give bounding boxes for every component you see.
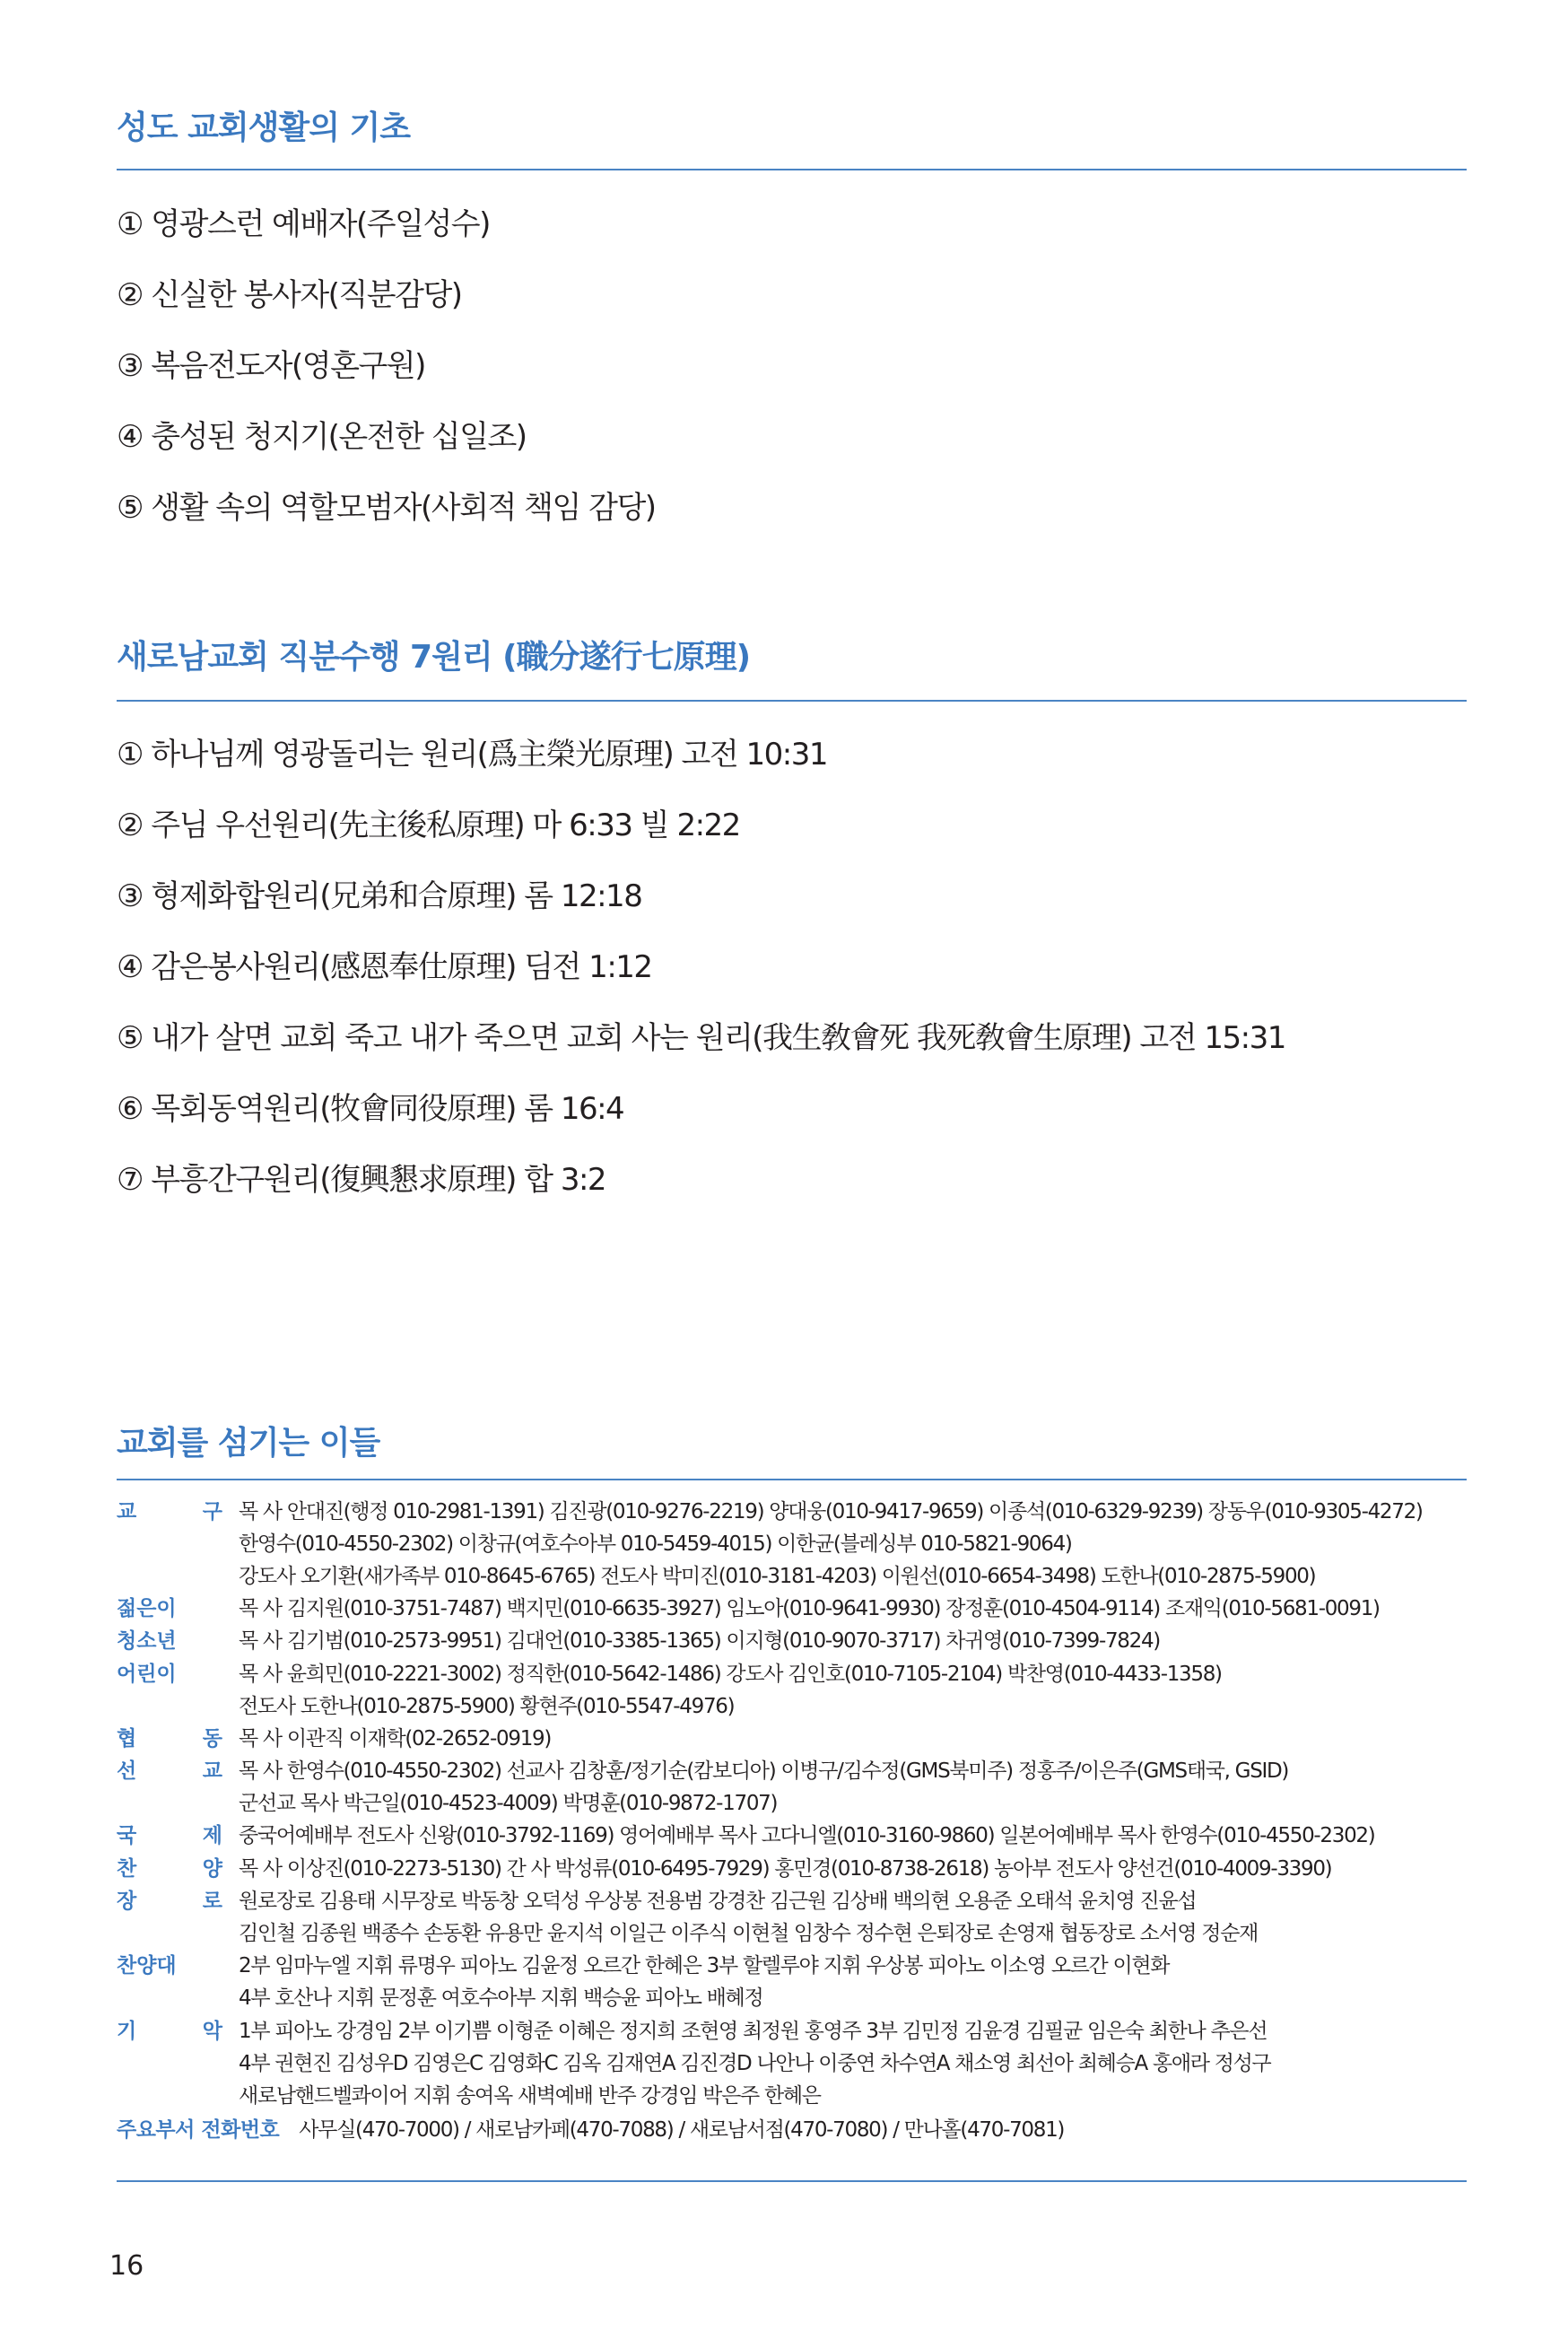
staff-row [117, 1558, 1467, 1590]
basics-item-4: ④ 충성된 청지기(온전한 십일조) [117, 419, 527, 455]
staff-text: 4부 호산나 지휘 문정훈 여호수아부 지휘 백승윤 피아노 배혜정 [239, 1986, 763, 2011]
staff-row [117, 1882, 1467, 1915]
principle-item-3: ③ 형제화합원리(兄弟和合原理) 롬 12:18 [117, 878, 642, 914]
staff-text: 군선교 목사 박근일(010-4523-4009) 박명훈(010-9872-1707) [239, 1792, 778, 1816]
staff-label: 장 로 [117, 1889, 222, 1913]
principle-item-2: ② 주님 우선원리(先主後私原理) 마 6:33 빌 2:22 [117, 808, 740, 843]
staff-label: 교 구 [117, 1499, 222, 1523]
section-divider [117, 1479, 1467, 1480]
section-title-staff: 교회를 섬기는 이들 [117, 1425, 380, 1462]
staff-row [117, 1980, 1467, 2012]
staff-text: 2부 임마누엘 지휘 류명우 피아노 김윤정 오르간 한혜은 3부 할렐루야 지휘 우상봉 피아노 이소영 오르간 이현화 [239, 1954, 1170, 1978]
staff-label: 찬양대 [117, 1954, 177, 1978]
department-phones-text: 사무실(470-7000) / 새로남카페(470-7088) / 새로남서점(470-7080) / 만나홀(470-7081) [299, 2118, 1065, 2143]
section-divider [117, 169, 1467, 170]
staff-text: 목 사 안대진(행정 010-2981-1391) 김진광(010-9276-2219) 양대웅(010-9417-9659) 이종석(010-6329-9239) 장동우(010-9305-4272) [239, 1499, 1423, 1523]
basics-item-2: ② 신실한 봉사자(직분감당) [117, 277, 462, 313]
staff-label: 청소년 [117, 1629, 177, 1654]
principle-item-5: ⑤ 내가 살면 교회 죽고 내가 죽으면 교회 사는 원리(我生敎會死 我死敎會生原理) 고전 15:31 [117, 1020, 1285, 1056]
staff-label: 젊은이 [117, 1597, 177, 1621]
principle-item-6: ⑥ 목회동역원리(牧會同役原理) 롬 16:4 [117, 1091, 624, 1127]
staff-label: 어린이 [117, 1662, 177, 1686]
staff-text: 목 사 이관직 이재학(02-2652-0919) [239, 1726, 552, 1750]
staff-text: 전도사 도한나(010-2875-5900) 황현주(010-5547-4976) [239, 1694, 735, 1718]
staff-text: 목 사 윤희민(010-2221-3002) 정직한(010-5642-1486) 강도사 김인호(010-7105-2104) 박찬영(010-4433-1358) [239, 1662, 1222, 1686]
staff-text: 원로장로 김용태 시무장로 박동창 오덕성 우상봉 전용범 강경찬 김근원 김상배 백의현 오용준 오태석 윤치영 진윤섭 [239, 1889, 1197, 1913]
staff-text: 강도사 오기환(새가족부 010-8645-6765) 전도사 박미진(010-3181-4203) 이원선(010-6654-3498) 도한나(010-2875-5900) [239, 1564, 1316, 1588]
staff-text: 1부 피아노 강경임 2부 이기쁨 이형준 이혜은 정지희 조현영 최정원 홍영주 3부 김민정 김윤경 김필균 임은숙 최한나 추은선 [239, 2019, 1267, 2043]
page-number: 16 [109, 2250, 144, 2282]
staff-label: 기 악 [117, 2019, 222, 2043]
principle-item-7: ⑦ 부흥간구원리(復興懇求原理) 합 3:2 [117, 1162, 606, 1198]
staff-directory [117, 1493, 1467, 2146]
staff-row [117, 1753, 1467, 1785]
staff-row [117, 1688, 1467, 1720]
staff-row [117, 1915, 1467, 1947]
staff-text: 한영수(010-4550-2302) 이창규(여호수아부 010-5459-4015) 이한균(블레싱부 010-5821-9064) [239, 1532, 1072, 1556]
staff-row [117, 1591, 1467, 1623]
staff-row [117, 2077, 1467, 2109]
department-phones-label: 주요부서 전화번호 [117, 2118, 280, 2143]
staff-text: 중국어예배부 전도사 신왕(010-3792-1169) 영어예배부 목사 고다니엘(010-3160-9860) 일본어예배부 목사 한영수(010-4550-2302) [239, 1824, 1375, 1848]
staff-row [117, 2045, 1467, 2077]
staff-row [117, 1818, 1467, 1850]
staff-row [117, 2012, 1467, 2045]
staff-row [117, 1720, 1467, 1752]
staff-text: 목 사 이상진(010-2273-5130) 간 사 박성류(010-6495-7929) 홍민경(010-8738-2618) 농아부 전도사 양선건(010-4009-3390) [239, 1856, 1332, 1881]
section-title-basics: 성도 교회생활의 기초 [117, 109, 411, 146]
staff-row [117, 1493, 1467, 1525]
section-divider [117, 700, 1467, 702]
staff-label: 찬 양 [117, 1856, 222, 1881]
basics-item-3: ③ 복음전도자(영혼구원) [117, 348, 425, 384]
section-divider [117, 2180, 1467, 2182]
basics-item-5: ⑤ 생활 속의 역할모범자(사회적 책임 감당) [117, 490, 656, 526]
department-phones-row [117, 2110, 1467, 2146]
principle-item-4: ④ 감은봉사원리(感恩奉仕原理) 딤전 1:12 [117, 949, 652, 985]
staff-text: 목 사 김기범(010-2573-9951) 김대언(010-3385-1365) 이지형(010-9070-3717) 차귀영(010-7399-7824) [239, 1629, 1160, 1654]
staff-label: 선 교 [117, 1759, 222, 1784]
staff-row [117, 1623, 1467, 1655]
staff-row [117, 1525, 1467, 1558]
staff-row [117, 1850, 1467, 1882]
staff-text: 목 사 김지원(010-3751-7487) 백지민(010-6635-3927) 임노아(010-9641-9930) 장정훈(010-4504-9114) 조재익(010-5681-0091) [239, 1597, 1380, 1621]
staff-row [117, 1948, 1467, 1980]
staff-text: 김인철 김종원 백종수 손동환 유용만 윤지석 이일근 이주식 이현철 임창수 정수현 은퇴장로 손영재 협동장로 소서영 정순재 [239, 1922, 1259, 1946]
staff-row [117, 1785, 1467, 1818]
basics-item-1: ① 영광스런 예배자(주일성수) [117, 206, 490, 242]
staff-row [117, 1655, 1467, 1688]
staff-text: 새로남핸드벨콰이어 지휘 송여옥 새벽예배 반주 강경임 박은주 한혜은 [239, 2083, 821, 2108]
section-title-principles: 새로남교회 직분수행 7원리 (職分遂行七原理) [117, 639, 751, 676]
principle-item-1: ① 하나님께 영광돌리는 원리(爲主榮光原理) 고전 10:31 [117, 737, 828, 773]
staff-text: 4부 권현진 김성우D 김영은C 김영화C 김옥 김재연A 김진경D 나안나 이중연 차수연A 채소영 최선아 최혜승A 홍애라 정성구 [239, 2051, 1271, 2075]
staff-label: 국 제 [117, 1824, 222, 1848]
staff-label: 협 동 [117, 1726, 222, 1750]
staff-text: 목 사 한영수(010-4550-2302) 선교사 김창훈/정기순(캄보디아) 이병구/김수정(GMS북미주) 정홍주/이은주(GMS태국, GSID) [239, 1759, 1289, 1784]
